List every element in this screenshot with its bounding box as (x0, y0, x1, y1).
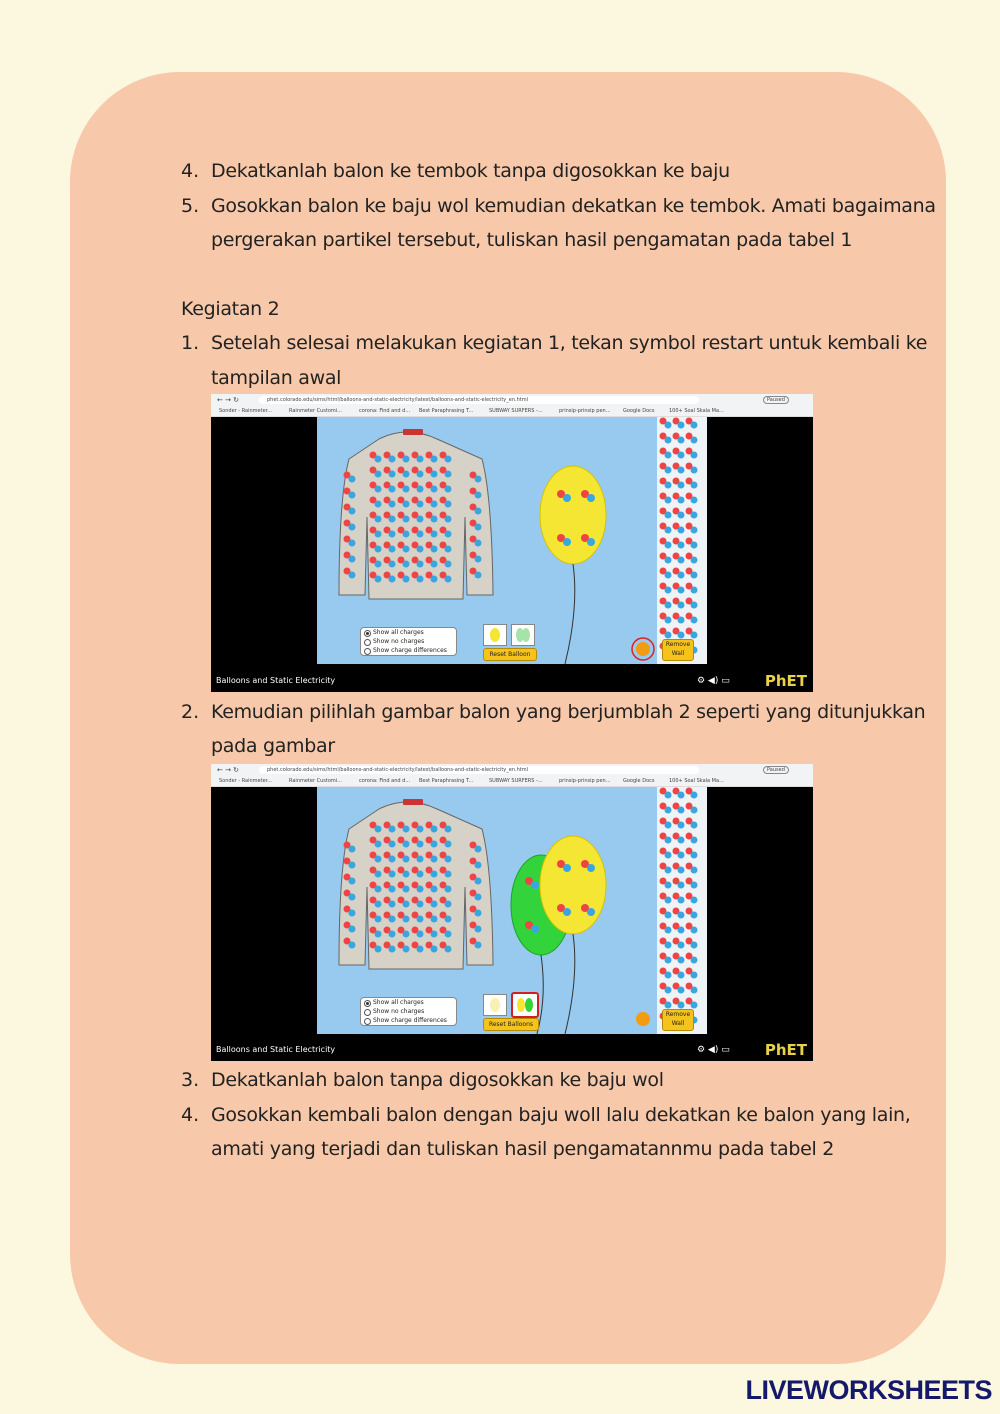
reset-balloon-button[interactable]: Reset Balloon (483, 648, 537, 661)
instruction-text-cont: pada gambar (211, 735, 335, 757)
address-bar: phet.colorado.edu/sims/html/balloons-and-static-electricity/latest/balloons-and-static-electricity_en.html (259, 396, 699, 404)
footer-controls-icons: ⚙ ◀) ▭ (697, 676, 730, 686)
instruction-text: Dekatkanlah balon ke tembok tanpa digosokkan ke baju (211, 160, 730, 182)
browser-toolbar (211, 394, 813, 406)
nav-arrows-icon: ← → ↻ (217, 396, 240, 404)
nav-arrows-icon: ← → ↻ (217, 766, 240, 774)
instruction-text-cont: amati yang terjadi dan tuliskan hasil pengamatannmu pada tabel 2 (211, 1138, 835, 1160)
one-balloon-toggle[interactable] (483, 994, 507, 1016)
section-title: Kegiatan 2 (181, 298, 280, 320)
option-show-none[interactable]: Show no charges (361, 1007, 456, 1016)
instruction-text: Dekatkanlah balon tanpa digosokkan ke baju wol (211, 1069, 664, 1091)
instruction-text: Kemudian pilihlah gambar balon yang berjumblah 2 seperti yang ditunjukkan (211, 701, 926, 723)
sim-footer (211, 1039, 813, 1061)
option-show-none[interactable]: Show no charges (361, 637, 456, 646)
instruction-text-cont: pergerakan partikel tersebut, tuliskan hasil pengamatan pada tabel 1 (211, 229, 853, 251)
option-show-all[interactable]: Show all charges (361, 628, 456, 637)
phet-logo: PhET (764, 1041, 807, 1059)
step-number: 4. (181, 160, 200, 182)
instruction-text-cont: tampilan awal (211, 367, 342, 389)
two-balloons-toggle[interactable] (511, 992, 539, 1018)
one-balloon-toggle[interactable] (483, 624, 507, 646)
remove-wall-button[interactable]: Remove Wall (662, 1009, 694, 1031)
profile-badge: Paused (763, 766, 789, 774)
step-number: 2. (181, 701, 200, 723)
sim-stage (317, 787, 707, 1034)
instruction-text: Gosokkan balon ke baju wol kemudian dekatkan ke tembok. Amati bagaimana (211, 195, 936, 217)
sim-footer (211, 670, 813, 692)
step-number: 1. (181, 332, 200, 354)
step-number: 4. (181, 1104, 200, 1126)
option-show-differences[interactable]: Show charge differences (361, 646, 456, 655)
option-show-differences[interactable]: Show charge differences (361, 1016, 456, 1025)
bookmarks-bar: Sonder - Rainmeter... Rainmeter Customi... corona: Find and d... Best Paraphrasing T... SUBWAY SURFERS -... prinsip-prinsip pen... Google Docs 100+ Soal Skala Ma... (211, 776, 813, 787)
step-number: 3. (181, 1069, 200, 1091)
charge-options (360, 997, 457, 1026)
option-show-all[interactable]: Show all charges (361, 998, 456, 1007)
address-bar: phet.colorado.edu/sims/html/balloons-and-static-electricity/latest/balloons-and-static-electricity_en.html (259, 766, 699, 774)
phet-logo: PhET (764, 672, 807, 690)
reset-all-icon (636, 642, 650, 656)
liveworksheets-logo: LIVEWORKSHEETS (745, 1375, 992, 1405)
step-number: 5. (181, 195, 200, 217)
remove-wall-button[interactable]: Remove Wall (662, 639, 694, 661)
simulation-screenshot-1 (211, 394, 813, 692)
two-balloons-toggle[interactable] (511, 624, 535, 646)
footer-controls-icons: ⚙ ◀) ▭ (697, 1045, 730, 1055)
charge-options (360, 627, 457, 656)
sim-stage (317, 417, 707, 664)
instruction-text: Gosokkan kembali balon dengan baju woll lalu dekatkan ke balon yang lain, (211, 1104, 911, 1126)
bookmarks-bar: Sonder - Rainmeter... Rainmeter Customi... corona: Find and d... Best Paraphrasing T... SUBWAY SURFERS -... prinsip-prinsip pen... Google Docs 100+ Soal Skala Ma... (211, 406, 813, 417)
simulation-screenshot-2 (211, 764, 813, 1061)
profile-badge: Paused (763, 396, 789, 404)
reset-balloons-button[interactable]: Reset Balloons (483, 1018, 539, 1031)
reset-all-icon (636, 1012, 650, 1026)
instruction-text: Setelah selesai melakukan kegiatan 1, tekan symbol restart untuk kembali ke (211, 332, 928, 354)
browser-toolbar (211, 764, 813, 776)
sim-title: Balloons and Static Electricity (216, 676, 336, 685)
sim-title: Balloons and Static Electricity (216, 1045, 336, 1054)
